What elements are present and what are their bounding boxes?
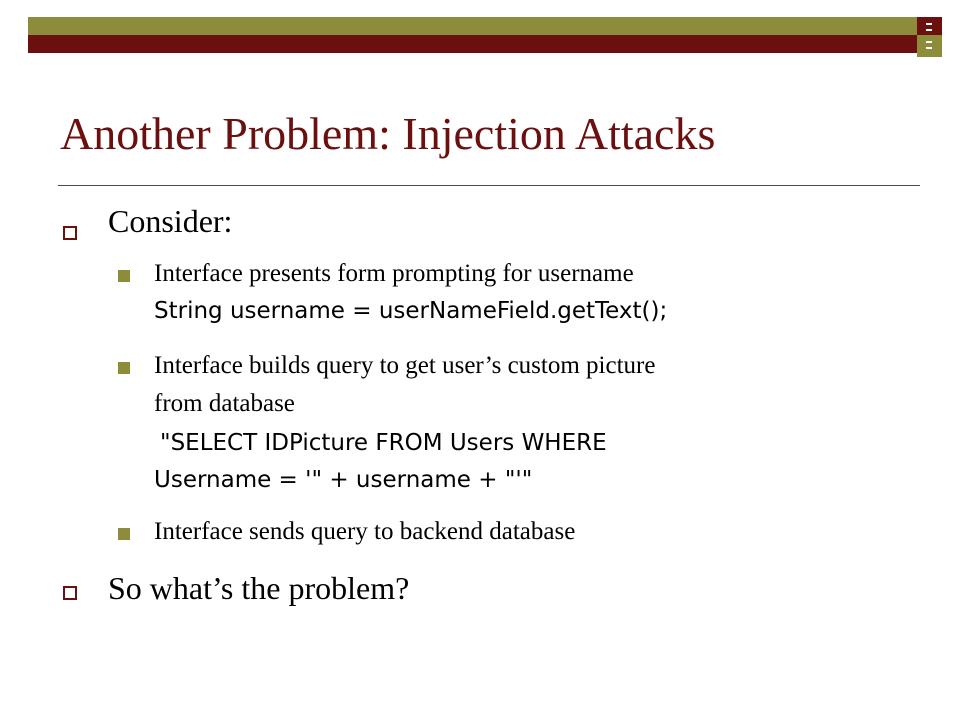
subbullet-text: Interface sends query to backend database	[154, 518, 576, 545]
corner-tick	[926, 41, 932, 43]
code-line: "SELECT IDPicture FROM Users WHERE	[160, 430, 607, 456]
subbullet-text: Interface presents form prompting for username	[154, 260, 634, 287]
header-corner-ticks	[926, 17, 932, 57]
bullet-text: Consider:	[108, 203, 233, 239]
bullet-text: So what’s the problem?	[108, 570, 410, 606]
corner-tick	[926, 29, 932, 31]
subbullet-text: Interface builds query to get user’s custom picture	[154, 352, 656, 379]
filled-square-bullet-icon	[118, 528, 130, 540]
filled-square-bullet-icon	[118, 270, 130, 282]
code-line: Username = '" + username + "'"	[154, 467, 533, 493]
hollow-square-bullet-icon	[63, 586, 77, 600]
header-band-olive	[28, 17, 917, 35]
header-band-red	[28, 35, 917, 53]
subbullet-text: from database	[154, 390, 295, 417]
filled-square-bullet-icon	[118, 362, 130, 374]
hollow-square-bullet-icon	[63, 226, 77, 240]
code-line: String username = userNameField.getText();	[154, 298, 668, 324]
slide-title: Another Problem: Injection Attacks	[60, 108, 716, 159]
corner-tick	[926, 47, 932, 49]
corner-tick	[926, 23, 932, 25]
title-divider	[58, 185, 920, 186]
